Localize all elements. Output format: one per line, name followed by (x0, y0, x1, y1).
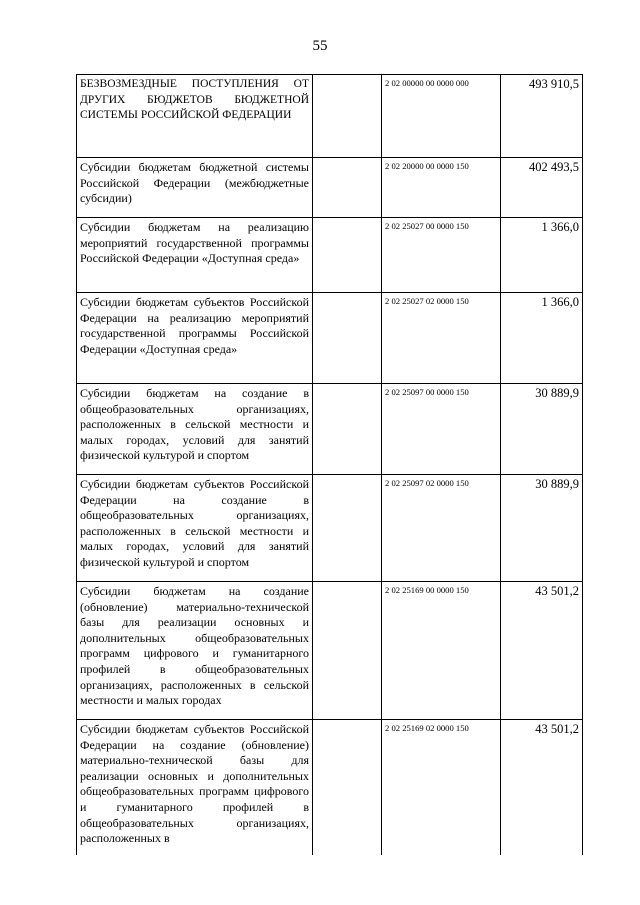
blank-cell (313, 475, 382, 582)
amount: 30 889,9 (501, 475, 583, 582)
table-row (77, 293, 583, 384)
revenue-name: Субсидии бюджетам бюджетной системы Российской Федерации (межбюджетные субсидии) (77, 158, 313, 218)
blank-cell (313, 720, 382, 855)
table-row (77, 218, 583, 293)
table-row (77, 384, 583, 475)
revenue-name: Субсидии бюджетам на создание (обновление) материально-технической базы для реализации основных и дополнительных общеобразовательных программ цифрового и гуманитарного профилей в общеобразовательных организациях, расположенных в сельской местности и малых городах (77, 582, 313, 720)
amount: 43 501,2 (501, 720, 583, 855)
revenue-name: Субсидии бюджетам субъектов Российской Федерации на создание в общеобразовательных организациях, расположенных в сельской местности и малых городах, условий для занятий физической культурой и спортом (77, 475, 313, 582)
blank-cell (313, 158, 382, 218)
amount: 43 501,2 (501, 582, 583, 720)
blank-cell (313, 384, 382, 475)
budget-code: 2 02 00000 00 0000 000 (382, 75, 501, 158)
amount: 30 889,9 (501, 384, 583, 475)
page-number: 55 (312, 38, 328, 54)
budget-code: 2 02 25027 02 0000 150 (382, 293, 501, 384)
amount: 402 493,5 (501, 158, 583, 218)
budget-code: 2 02 20000 00 0000 150 (382, 158, 501, 218)
budget-code: 2 02 25097 00 0000 150 (382, 384, 501, 475)
revenue-name: Субсидии бюджетам субъектов Российской Федерации на создание (обновление) материально-технической базы для реализации основных и дополнительных общеобразовательных программ цифрового и гуманитарного профилей в общеобразовательных организациях, расположенных в (77, 720, 313, 855)
revenue-name: Субсидии бюджетам субъектов Российской Федерации на реализацию мероприятий государственной программы Российской Федерации «Доступная среда» (77, 293, 313, 384)
blank-cell (313, 75, 382, 158)
revenue-name: Субсидии бюджетам на реализацию мероприятий государственной программы Российской Федерации «Доступная среда» (77, 218, 313, 293)
budget-code: 2 02 25027 00 0000 150 (382, 218, 501, 293)
revenue-name: Субсидии бюджетам на создание в общеобразовательных организациях, расположенных в сельской местности и малых городах, условий для занятий физической культурой и спортом (77, 384, 313, 475)
table-row (77, 720, 583, 855)
budget-code: 2 02 25097 02 0000 150 (382, 475, 501, 582)
revenue-table (76, 74, 583, 855)
blank-cell (313, 218, 382, 293)
blank-cell (313, 293, 382, 384)
budget-code: 2 02 25169 02 0000 150 (382, 720, 501, 855)
revenue-name: БЕЗВОЗМЕЗДНЫЕ ПОСТУПЛЕНИЯ ОТ ДРУГИХ БЮДЖЕТОВ БЮДЖЕТНОЙ СИСТЕМЫ РОССИЙСКОЙ ФЕДЕРАЦИИ (77, 75, 313, 158)
amount: 493 910,5 (501, 75, 583, 158)
table-row (77, 475, 583, 582)
amount: 1 366,0 (501, 293, 583, 384)
blank-cell (313, 582, 382, 720)
amount: 1 366,0 (501, 218, 583, 293)
table-row (77, 582, 583, 720)
table-row (77, 75, 583, 158)
budget-code: 2 02 25169 00 0000 150 (382, 582, 501, 720)
table-row (77, 158, 583, 218)
